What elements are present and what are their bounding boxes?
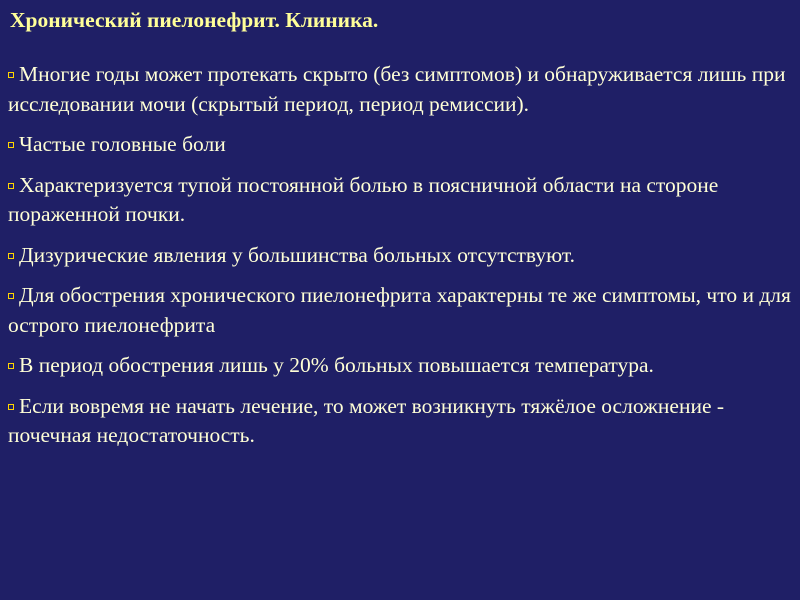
bullet-square-icon: [8, 183, 14, 189]
bullet-item: [8, 130, 793, 160]
bullet-list: [8, 60, 793, 462]
bullet-square-icon: [8, 72, 14, 78]
bullet-item: [8, 241, 793, 271]
bullet-item: [8, 392, 793, 451]
bullet-text: Для обострения хронического пиелонефрита характерны те же симптомы, что и для острого пиелонефрита: [8, 283, 791, 337]
bullet-item: [8, 281, 793, 340]
bullet-text: Характеризуется тупой постоянной болью в поясничной области на стороне пораженной почки.: [8, 172, 719, 226]
bullet-item: [8, 60, 793, 119]
bullet-square-icon: [8, 363, 14, 369]
slide-title: Хронический пиелонефрит. Клиника.: [10, 8, 379, 32]
bullet-text: Дизурические явления у большинства больных отсутствуют.: [19, 242, 576, 267]
bullet-square-icon: [8, 404, 14, 410]
bullet-text: В период обострения лишь у 20% больных повышается температура.: [19, 353, 654, 377]
bullet-item: [8, 351, 793, 381]
bullet-item: [8, 171, 793, 230]
bullet-text: Если вовремя не начать лечение, то может возникнуть тяжёлое осложнение - почечная недостаточность.: [8, 393, 725, 447]
bullet-square-icon: [8, 293, 14, 299]
bullet-text: Частые головные боли: [19, 132, 226, 156]
bullet-square-icon: [8, 253, 14, 259]
bullet-text: Многие годы может протекать скрыто (без симптомов) и обнаруживается лишь при исследовании мочи (скрытый период, период ремиссии).: [8, 62, 786, 116]
bullet-square-icon: [8, 142, 14, 148]
